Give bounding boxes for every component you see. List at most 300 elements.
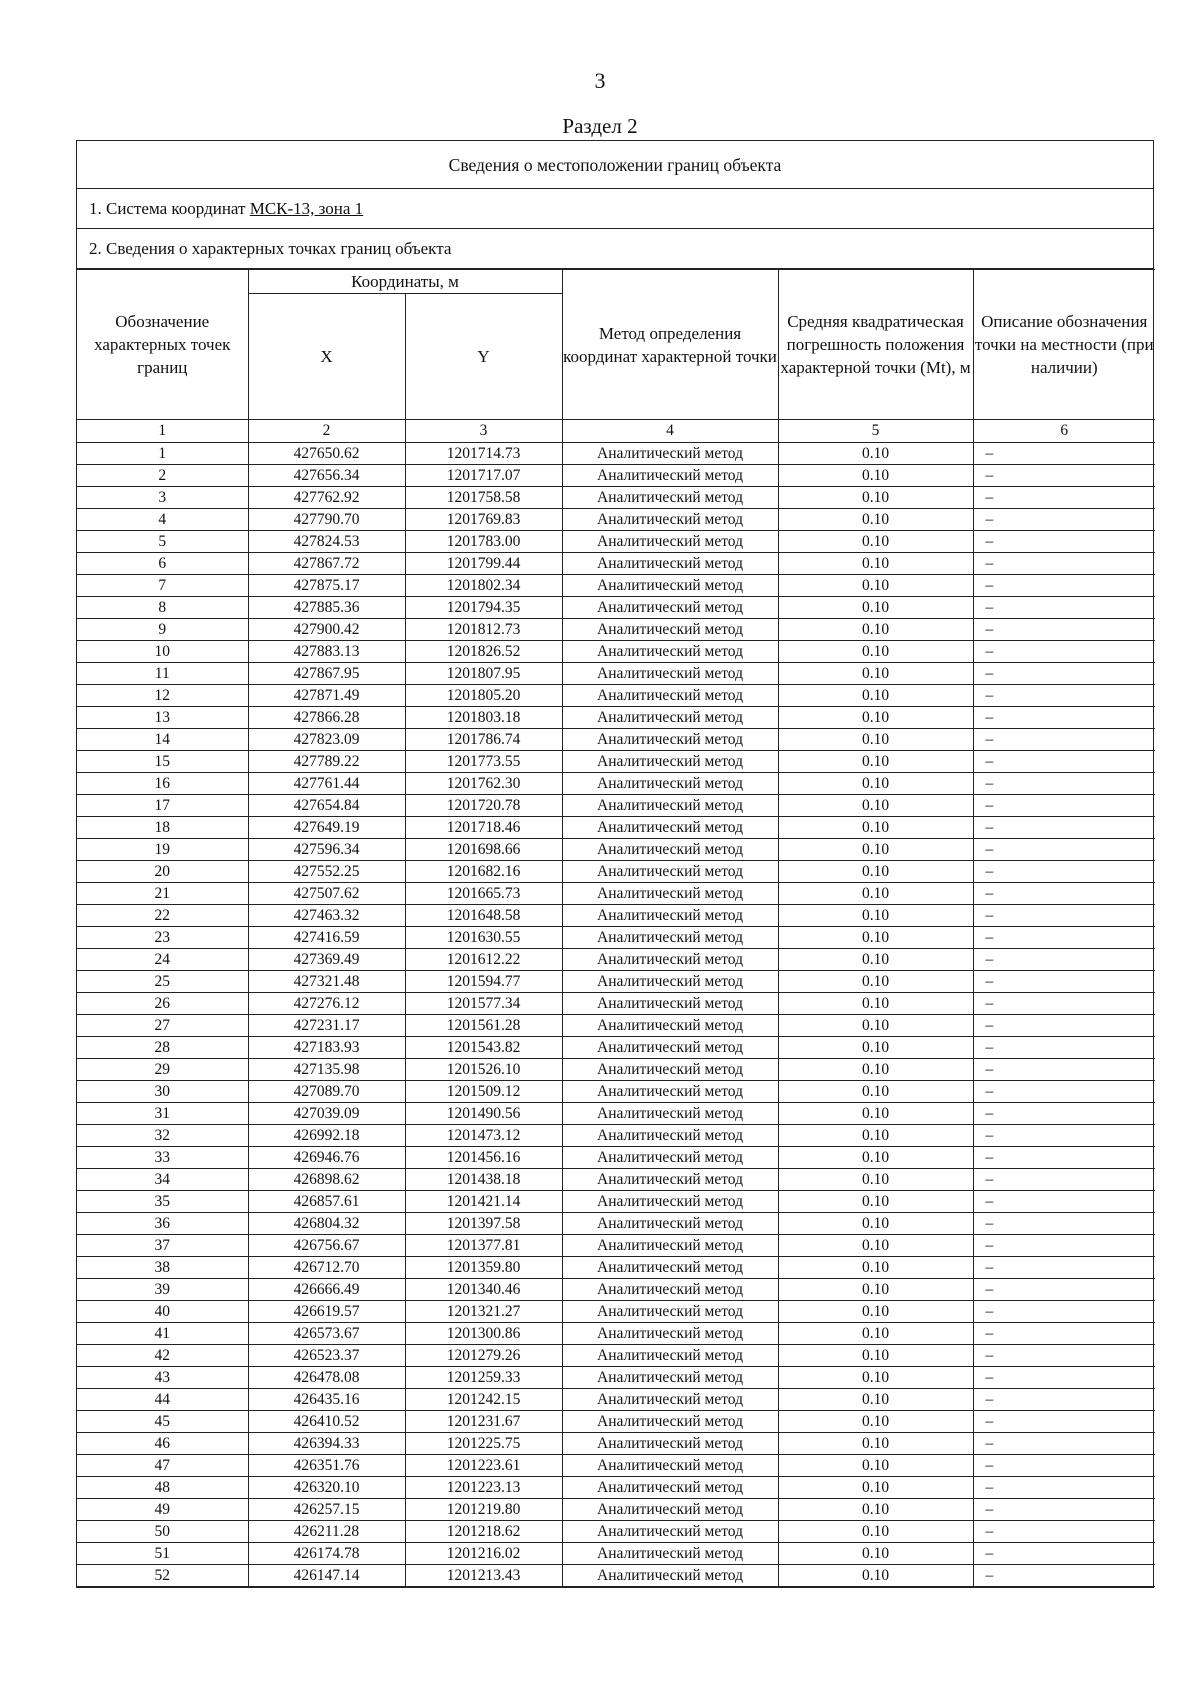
mean-error-cell: 0.10 bbox=[778, 1147, 973, 1169]
point-number-cell: 20 bbox=[77, 861, 248, 883]
table-row bbox=[77, 1169, 1155, 1191]
point-number-cell: 33 bbox=[77, 1147, 248, 1169]
table-row bbox=[77, 1411, 1155, 1433]
mean-error-cell: 0.10 bbox=[778, 641, 973, 663]
table-row bbox=[77, 1191, 1155, 1213]
points-heading: 2. Сведения о характерных точках границ объекта bbox=[77, 229, 1153, 269]
point-number-cell: 14 bbox=[77, 729, 248, 751]
header-point-designation: Обозначение характерных точек границ bbox=[77, 270, 248, 420]
method-cell: Аналитический метод bbox=[562, 1125, 778, 1147]
header-coordinates: Координаты, м bbox=[248, 270, 562, 294]
point-number-cell: 50 bbox=[77, 1521, 248, 1543]
point-number-cell: 31 bbox=[77, 1103, 248, 1125]
table-row bbox=[77, 1367, 1155, 1389]
y-coordinate-cell: 1201612.22 bbox=[405, 949, 562, 971]
method-cell: Аналитический метод bbox=[562, 1455, 778, 1477]
mean-error-cell: 0.10 bbox=[778, 1125, 973, 1147]
description-cell: – bbox=[973, 949, 1155, 971]
table-row bbox=[77, 949, 1155, 971]
coordinate-system-line bbox=[77, 189, 1153, 229]
mean-error-cell: 0.10 bbox=[778, 1279, 973, 1301]
point-number-cell: 25 bbox=[77, 971, 248, 993]
mean-error-cell: 0.10 bbox=[778, 553, 973, 575]
x-coordinate-cell: 427135.98 bbox=[248, 1059, 405, 1081]
table-row bbox=[77, 443, 1155, 465]
mean-error-cell: 0.10 bbox=[778, 1235, 973, 1257]
description-cell: – bbox=[973, 1521, 1155, 1543]
method-cell: Аналитический метод bbox=[562, 861, 778, 883]
point-number-cell: 16 bbox=[77, 773, 248, 795]
mean-error-cell: 0.10 bbox=[778, 575, 973, 597]
table-row bbox=[77, 1103, 1155, 1125]
table-row bbox=[77, 1521, 1155, 1543]
y-coordinate-cell: 1201526.10 bbox=[405, 1059, 562, 1081]
y-coordinate-cell: 1201802.34 bbox=[405, 575, 562, 597]
point-number-cell: 46 bbox=[77, 1433, 248, 1455]
mean-error-cell: 0.10 bbox=[778, 729, 973, 751]
method-cell: Аналитический метод bbox=[562, 1081, 778, 1103]
point-number-cell: 23 bbox=[77, 927, 248, 949]
table-row bbox=[77, 1235, 1155, 1257]
x-coordinate-cell: 426320.10 bbox=[248, 1477, 405, 1499]
column-number: 4 bbox=[562, 420, 778, 443]
method-cell: Аналитический метод bbox=[562, 1015, 778, 1037]
table-row bbox=[77, 751, 1155, 773]
description-cell: – bbox=[973, 553, 1155, 575]
method-cell: Аналитический метод bbox=[562, 927, 778, 949]
mean-error-cell: 0.10 bbox=[778, 839, 973, 861]
point-number-cell: 48 bbox=[77, 1477, 248, 1499]
x-coordinate-cell: 427596.34 bbox=[248, 839, 405, 861]
y-coordinate-cell: 1201359.80 bbox=[405, 1257, 562, 1279]
x-coordinate-cell: 427823.09 bbox=[248, 729, 405, 751]
description-cell: – bbox=[973, 1477, 1155, 1499]
mean-error-cell: 0.10 bbox=[778, 861, 973, 883]
point-number-cell: 26 bbox=[77, 993, 248, 1015]
x-coordinate-cell: 426712.70 bbox=[248, 1257, 405, 1279]
description-cell: – bbox=[973, 751, 1155, 773]
description-cell: – bbox=[973, 619, 1155, 641]
x-coordinate-cell: 427650.62 bbox=[248, 443, 405, 465]
x-coordinate-cell: 427762.92 bbox=[248, 487, 405, 509]
description-cell: – bbox=[973, 1323, 1155, 1345]
point-number-cell: 28 bbox=[77, 1037, 248, 1059]
mean-error-cell: 0.10 bbox=[778, 905, 973, 927]
y-coordinate-cell: 1201717.07 bbox=[405, 465, 562, 487]
method-cell: Аналитический метод bbox=[562, 1147, 778, 1169]
table-row bbox=[77, 993, 1155, 1015]
table-row bbox=[77, 795, 1155, 817]
description-cell: – bbox=[973, 663, 1155, 685]
table-row bbox=[77, 1455, 1155, 1477]
point-number-cell: 17 bbox=[77, 795, 248, 817]
description-cell: – bbox=[973, 1147, 1155, 1169]
y-coordinate-cell: 1201665.73 bbox=[405, 883, 562, 905]
method-cell: Аналитический метод bbox=[562, 817, 778, 839]
y-coordinate-cell: 1201648.58 bbox=[405, 905, 562, 927]
description-cell: – bbox=[973, 1059, 1155, 1081]
mean-error-cell: 0.10 bbox=[778, 795, 973, 817]
mean-error-cell: 0.10 bbox=[778, 927, 973, 949]
method-cell: Аналитический метод bbox=[562, 663, 778, 685]
description-cell: – bbox=[973, 1037, 1155, 1059]
x-coordinate-cell: 426992.18 bbox=[248, 1125, 405, 1147]
method-cell: Аналитический метод bbox=[562, 1037, 778, 1059]
coordinate-system-value: МСК-13, зона 1 bbox=[249, 199, 364, 218]
description-cell: – bbox=[973, 1433, 1155, 1455]
method-cell: Аналитический метод bbox=[562, 1565, 778, 1587]
column-number: 1 bbox=[77, 420, 248, 443]
table-row bbox=[77, 531, 1155, 553]
method-cell: Аналитический метод bbox=[562, 509, 778, 531]
description-cell: – bbox=[973, 1543, 1155, 1565]
point-number-cell: 24 bbox=[77, 949, 248, 971]
method-cell: Аналитический метод bbox=[562, 1213, 778, 1235]
method-cell: Аналитический метод bbox=[562, 1169, 778, 1191]
x-coordinate-cell: 427824.53 bbox=[248, 531, 405, 553]
point-number-cell: 3 bbox=[77, 487, 248, 509]
x-coordinate-cell: 427231.17 bbox=[248, 1015, 405, 1037]
mean-error-cell: 0.10 bbox=[778, 1169, 973, 1191]
table-row bbox=[77, 1565, 1155, 1587]
table-row bbox=[77, 685, 1155, 707]
point-number-cell: 41 bbox=[77, 1323, 248, 1345]
point-number-cell: 11 bbox=[77, 663, 248, 685]
x-coordinate-cell: 426435.16 bbox=[248, 1389, 405, 1411]
description-cell: – bbox=[973, 1103, 1155, 1125]
point-number-cell: 40 bbox=[77, 1301, 248, 1323]
point-number-cell: 32 bbox=[77, 1125, 248, 1147]
point-number-cell: 35 bbox=[77, 1191, 248, 1213]
x-coordinate-cell: 426756.67 bbox=[248, 1235, 405, 1257]
table-row bbox=[77, 1081, 1155, 1103]
x-coordinate-cell: 427369.49 bbox=[248, 949, 405, 971]
x-coordinate-cell: 427416.59 bbox=[248, 927, 405, 949]
y-coordinate-cell: 1201279.26 bbox=[405, 1345, 562, 1367]
mean-error-cell: 0.10 bbox=[778, 1257, 973, 1279]
y-coordinate-cell: 1201509.12 bbox=[405, 1081, 562, 1103]
y-coordinate-cell: 1201456.16 bbox=[405, 1147, 562, 1169]
description-cell: – bbox=[973, 1389, 1155, 1411]
method-cell: Аналитический метод bbox=[562, 993, 778, 1015]
method-cell: Аналитический метод bbox=[562, 751, 778, 773]
point-number-cell: 38 bbox=[77, 1257, 248, 1279]
table-row bbox=[77, 1543, 1155, 1565]
y-coordinate-cell: 1201561.28 bbox=[405, 1015, 562, 1037]
x-coordinate-cell: 427656.34 bbox=[248, 465, 405, 487]
x-coordinate-cell: 426351.76 bbox=[248, 1455, 405, 1477]
y-coordinate-cell: 1201799.44 bbox=[405, 553, 562, 575]
description-cell: – bbox=[973, 905, 1155, 927]
mean-error-cell: 0.10 bbox=[778, 993, 973, 1015]
points-table-body bbox=[77, 443, 1155, 1587]
method-cell: Аналитический метод bbox=[562, 1301, 778, 1323]
description-cell: – bbox=[973, 1345, 1155, 1367]
mean-error-cell: 0.10 bbox=[778, 817, 973, 839]
table-row bbox=[77, 553, 1155, 575]
mean-error-cell: 0.10 bbox=[778, 487, 973, 509]
point-number-cell: 21 bbox=[77, 883, 248, 905]
table-row bbox=[77, 663, 1155, 685]
y-coordinate-cell: 1201758.58 bbox=[405, 487, 562, 509]
method-cell: Аналитический метод bbox=[562, 1499, 778, 1521]
point-number-cell: 47 bbox=[77, 1455, 248, 1477]
x-coordinate-cell: 427789.22 bbox=[248, 751, 405, 773]
mean-error-cell: 0.10 bbox=[778, 531, 973, 553]
table-row bbox=[77, 883, 1155, 905]
method-cell: Аналитический метод bbox=[562, 1323, 778, 1345]
mean-error-cell: 0.10 bbox=[778, 1433, 973, 1455]
frame-title: Сведения о местоположении границ объекта bbox=[77, 141, 1153, 189]
x-coordinate-cell: 427463.32 bbox=[248, 905, 405, 927]
table-row bbox=[77, 575, 1155, 597]
y-coordinate-cell: 1201218.62 bbox=[405, 1521, 562, 1543]
y-coordinate-cell: 1201805.20 bbox=[405, 685, 562, 707]
description-cell: – bbox=[973, 817, 1155, 839]
column-number-row bbox=[77, 420, 1155, 443]
method-cell: Аналитический метод bbox=[562, 1411, 778, 1433]
boundary-points-table bbox=[77, 269, 1155, 1587]
y-coordinate-cell: 1201577.34 bbox=[405, 993, 562, 1015]
method-cell: Аналитический метод bbox=[562, 487, 778, 509]
mean-error-cell: 0.10 bbox=[778, 1521, 973, 1543]
x-coordinate-cell: 427039.09 bbox=[248, 1103, 405, 1125]
table-row bbox=[77, 817, 1155, 839]
description-cell: – bbox=[973, 509, 1155, 531]
mean-error-cell: 0.10 bbox=[778, 1301, 973, 1323]
table-row bbox=[77, 927, 1155, 949]
description-cell: – bbox=[973, 531, 1155, 553]
method-cell: Аналитический метод bbox=[562, 905, 778, 927]
x-coordinate-cell: 427900.42 bbox=[248, 619, 405, 641]
table-row bbox=[77, 1433, 1155, 1455]
mean-error-cell: 0.10 bbox=[778, 1081, 973, 1103]
description-cell: – bbox=[973, 465, 1155, 487]
x-coordinate-cell: 426257.15 bbox=[248, 1499, 405, 1521]
x-coordinate-cell: 427871.49 bbox=[248, 685, 405, 707]
mean-error-cell: 0.10 bbox=[778, 685, 973, 707]
description-cell: – bbox=[973, 883, 1155, 905]
point-number-cell: 45 bbox=[77, 1411, 248, 1433]
mean-error-cell: 0.10 bbox=[778, 597, 973, 619]
y-coordinate-cell: 1201340.46 bbox=[405, 1279, 562, 1301]
y-coordinate-cell: 1201397.58 bbox=[405, 1213, 562, 1235]
x-coordinate-cell: 426857.61 bbox=[248, 1191, 405, 1213]
description-cell: – bbox=[973, 1169, 1155, 1191]
x-coordinate-cell: 427866.28 bbox=[248, 707, 405, 729]
point-number-cell: 4 bbox=[77, 509, 248, 531]
y-coordinate-cell: 1201630.55 bbox=[405, 927, 562, 949]
mean-error-cell: 0.10 bbox=[778, 883, 973, 905]
point-number-cell: 36 bbox=[77, 1213, 248, 1235]
table-row bbox=[77, 1147, 1155, 1169]
mean-error-cell: 0.10 bbox=[778, 1191, 973, 1213]
y-coordinate-cell: 1201231.67 bbox=[405, 1411, 562, 1433]
mean-error-cell: 0.10 bbox=[778, 751, 973, 773]
mean-error-cell: 0.10 bbox=[778, 1455, 973, 1477]
mean-error-cell: 0.10 bbox=[778, 1565, 973, 1587]
description-cell: – bbox=[973, 839, 1155, 861]
x-coordinate-cell: 426666.49 bbox=[248, 1279, 405, 1301]
method-cell: Аналитический метод bbox=[562, 773, 778, 795]
x-coordinate-cell: 426410.52 bbox=[248, 1411, 405, 1433]
method-cell: Аналитический метод bbox=[562, 1257, 778, 1279]
y-coordinate-cell: 1201826.52 bbox=[405, 641, 562, 663]
y-coordinate-cell: 1201216.02 bbox=[405, 1543, 562, 1565]
y-coordinate-cell: 1201698.66 bbox=[405, 839, 562, 861]
description-cell: – bbox=[973, 1499, 1155, 1521]
method-cell: Аналитический метод bbox=[562, 971, 778, 993]
point-number-cell: 9 bbox=[77, 619, 248, 641]
x-coordinate-cell: 427867.72 bbox=[248, 553, 405, 575]
table-row bbox=[77, 1015, 1155, 1037]
y-coordinate-cell: 1201714.73 bbox=[405, 443, 562, 465]
point-number-cell: 15 bbox=[77, 751, 248, 773]
y-coordinate-cell: 1201786.74 bbox=[405, 729, 562, 751]
method-cell: Аналитический метод bbox=[562, 1367, 778, 1389]
description-cell: – bbox=[973, 1191, 1155, 1213]
mean-error-cell: 0.10 bbox=[778, 1323, 973, 1345]
point-number-cell: 44 bbox=[77, 1389, 248, 1411]
point-number-cell: 22 bbox=[77, 905, 248, 927]
y-coordinate-cell: 1201421.14 bbox=[405, 1191, 562, 1213]
point-number-cell: 2 bbox=[77, 465, 248, 487]
point-number-cell: 43 bbox=[77, 1367, 248, 1389]
mean-error-cell: 0.10 bbox=[778, 949, 973, 971]
description-cell: – bbox=[973, 597, 1155, 619]
table-row bbox=[77, 1301, 1155, 1323]
description-cell: – bbox=[973, 971, 1155, 993]
description-cell: – bbox=[973, 1455, 1155, 1477]
y-coordinate-cell: 1201259.33 bbox=[405, 1367, 562, 1389]
method-cell: Аналитический метод bbox=[562, 1389, 778, 1411]
mean-error-cell: 0.10 bbox=[778, 465, 973, 487]
x-coordinate-cell: 427867.95 bbox=[248, 663, 405, 685]
method-cell: Аналитический метод bbox=[562, 685, 778, 707]
mean-error-cell: 0.10 bbox=[778, 663, 973, 685]
table-row bbox=[77, 641, 1155, 663]
table-row bbox=[77, 509, 1155, 531]
mean-error-cell: 0.10 bbox=[778, 1499, 973, 1521]
mean-error-cell: 0.10 bbox=[778, 1059, 973, 1081]
header-x: X bbox=[248, 294, 405, 420]
y-coordinate-cell: 1201223.61 bbox=[405, 1455, 562, 1477]
table-row bbox=[77, 839, 1155, 861]
mean-error-cell: 0.10 bbox=[778, 1477, 973, 1499]
method-cell: Аналитический метод bbox=[562, 619, 778, 641]
point-number-cell: 30 bbox=[77, 1081, 248, 1103]
table-row bbox=[77, 1389, 1155, 1411]
method-cell: Аналитический метод bbox=[562, 1477, 778, 1499]
x-coordinate-cell: 427321.48 bbox=[248, 971, 405, 993]
y-coordinate-cell: 1201438.18 bbox=[405, 1169, 562, 1191]
table-row bbox=[77, 707, 1155, 729]
x-coordinate-cell: 426523.37 bbox=[248, 1345, 405, 1367]
point-number-cell: 27 bbox=[77, 1015, 248, 1037]
x-coordinate-cell: 426619.57 bbox=[248, 1301, 405, 1323]
y-coordinate-cell: 1201783.00 bbox=[405, 531, 562, 553]
y-coordinate-cell: 1201812.73 bbox=[405, 619, 562, 641]
description-cell: – bbox=[973, 641, 1155, 663]
x-coordinate-cell: 427507.62 bbox=[248, 883, 405, 905]
header-description: Описание обозначения точки на местности (при наличии) bbox=[973, 270, 1155, 420]
table-row bbox=[77, 1323, 1155, 1345]
y-coordinate-cell: 1201720.78 bbox=[405, 795, 562, 817]
mean-error-cell: 0.10 bbox=[778, 1213, 973, 1235]
method-cell: Аналитический метод bbox=[562, 1059, 778, 1081]
method-cell: Аналитический метод bbox=[562, 1279, 778, 1301]
table-row bbox=[77, 619, 1155, 641]
description-cell: – bbox=[973, 861, 1155, 883]
table-row bbox=[77, 1213, 1155, 1235]
y-coordinate-cell: 1201543.82 bbox=[405, 1037, 562, 1059]
x-coordinate-cell: 427649.19 bbox=[248, 817, 405, 839]
table-row bbox=[77, 1125, 1155, 1147]
header-y: Y bbox=[405, 294, 562, 420]
x-coordinate-cell: 426946.76 bbox=[248, 1147, 405, 1169]
point-number-cell: 18 bbox=[77, 817, 248, 839]
point-number-cell: 52 bbox=[77, 1565, 248, 1587]
point-number-cell: 5 bbox=[77, 531, 248, 553]
header-method: Метод определения координат характерной точки bbox=[562, 270, 778, 420]
mean-error-cell: 0.10 bbox=[778, 1367, 973, 1389]
mean-error-cell: 0.10 bbox=[778, 1103, 973, 1125]
column-number: 3 bbox=[405, 420, 562, 443]
x-coordinate-cell: 427761.44 bbox=[248, 773, 405, 795]
description-cell: – bbox=[973, 1279, 1155, 1301]
point-number-cell: 29 bbox=[77, 1059, 248, 1081]
point-number-cell: 12 bbox=[77, 685, 248, 707]
mean-error-cell: 0.10 bbox=[778, 509, 973, 531]
description-cell: – bbox=[973, 1081, 1155, 1103]
table-row bbox=[77, 465, 1155, 487]
x-coordinate-cell: 427089.70 bbox=[248, 1081, 405, 1103]
y-coordinate-cell: 1201773.55 bbox=[405, 751, 562, 773]
x-coordinate-cell: 427276.12 bbox=[248, 993, 405, 1015]
page-number: 3 bbox=[594, 68, 606, 93]
method-cell: Аналитический метод bbox=[562, 883, 778, 905]
table-row bbox=[77, 487, 1155, 509]
method-cell: Аналитический метод bbox=[562, 641, 778, 663]
description-cell: – bbox=[973, 1367, 1155, 1389]
x-coordinate-cell: 426394.33 bbox=[248, 1433, 405, 1455]
description-cell: – bbox=[973, 773, 1155, 795]
y-coordinate-cell: 1201490.56 bbox=[405, 1103, 562, 1125]
point-number-cell: 6 bbox=[77, 553, 248, 575]
x-coordinate-cell: 426898.62 bbox=[248, 1169, 405, 1191]
description-cell: – bbox=[973, 729, 1155, 751]
x-coordinate-cell: 427552.25 bbox=[248, 861, 405, 883]
table-row bbox=[77, 905, 1155, 927]
table-row bbox=[77, 1279, 1155, 1301]
y-coordinate-cell: 1201803.18 bbox=[405, 707, 562, 729]
x-coordinate-cell: 427883.13 bbox=[248, 641, 405, 663]
method-cell: Аналитический метод bbox=[562, 575, 778, 597]
y-coordinate-cell: 1201473.12 bbox=[405, 1125, 562, 1147]
description-cell: – bbox=[973, 1213, 1155, 1235]
y-coordinate-cell: 1201213.43 bbox=[405, 1565, 562, 1587]
point-number-cell: 8 bbox=[77, 597, 248, 619]
point-number-cell: 10 bbox=[77, 641, 248, 663]
description-cell: – bbox=[973, 1565, 1155, 1587]
mean-error-cell: 0.10 bbox=[778, 1037, 973, 1059]
x-coordinate-cell: 426478.08 bbox=[248, 1367, 405, 1389]
y-coordinate-cell: 1201223.13 bbox=[405, 1477, 562, 1499]
y-coordinate-cell: 1201225.75 bbox=[405, 1433, 562, 1455]
description-cell: – bbox=[973, 1235, 1155, 1257]
table-row bbox=[77, 1059, 1155, 1081]
header-mean-error: Средняя квадратическая погрешность положения характерной точки (Mt), м bbox=[778, 270, 973, 420]
